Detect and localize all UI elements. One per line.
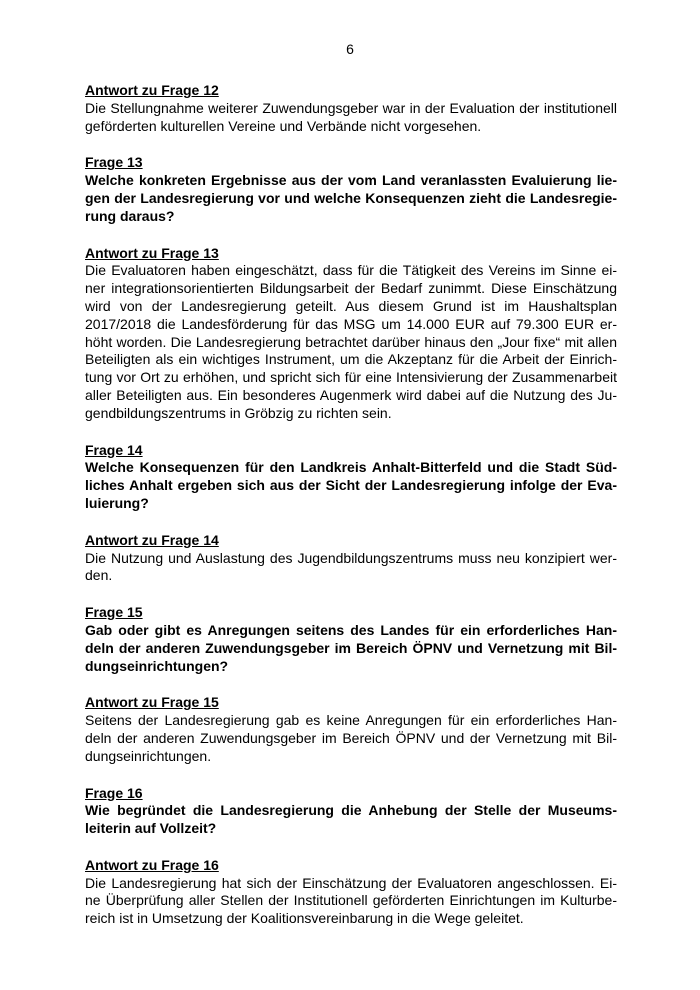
answer-text: [85, 550, 617, 586]
answer-text: [85, 100, 617, 136]
question-section-15: [85, 604, 617, 675]
section-heading: Antwort zu Frage 15: [85, 694, 219, 711]
question-text: [85, 622, 617, 675]
answer-section-13: [85, 245, 617, 423]
text-line: geförderten kulturellen Vereine und Verbände nicht vorgesehen.: [85, 117, 482, 134]
text-line: Wie begründet die Landesregierung die Anhebung der Stelle der Museums-: [85, 802, 617, 819]
section-heading: Frage 13: [85, 154, 143, 171]
section-heading: Antwort zu Frage 12: [85, 82, 219, 98]
answer-section-16: [85, 857, 617, 928]
section-heading: Frage 16: [85, 784, 143, 801]
text-line: Die Evaluatoren haben eingeschätzt, dass für die Tätigkeit des Vereins im Sinne ei-: [85, 262, 617, 279]
answer-section-12: [85, 82, 617, 135]
text-line: wird von der Landesregierung geteilt. Aus diesem Grund ist im Haushaltsplan: [85, 297, 617, 314]
question-section-14: [85, 442, 617, 513]
answer-text: [85, 262, 617, 422]
text-line: dungseinrichtungen?: [85, 657, 229, 674]
text-line: deln der anderen Zuwendungsgeber im Bereich ÖPNV und der Vernetzung mit Bil-: [85, 729, 617, 746]
answer-section-15: [85, 694, 617, 765]
answer-text: [85, 712, 617, 765]
question-section-13: [85, 154, 617, 225]
text-line: Welche Konsequenzen für den Landkreis Anhalt-Bitterfeld und die Stadt Süd-: [85, 459, 617, 476]
section-heading: Antwort zu Frage 13: [85, 244, 219, 261]
text-line: Beteiligten als ein wichtiges Instrument, um die Akzeptanz für die Arbeit der Einrich-: [85, 351, 617, 368]
text-line: rung daraus?: [85, 207, 175, 224]
text-line: aller Beteiligten aus. Ein besonderes Augenmerk wird dabei auf die Nutzung des Ju-: [85, 386, 617, 403]
section-heading: Frage 14: [85, 441, 143, 458]
text-line: reich ist in Umsetzung der Koalitionsvereinbarung in die Wege geleitet.: [85, 910, 524, 927]
text-line: Seitens der Landesregierung gab es keine Anregungen für ein erforderliches Han-: [85, 712, 617, 729]
text-line: ne Überprüfung aller Stellen der Institutionell geförderten Einrichtungen im Kulturbe-: [85, 892, 617, 909]
answer-text: [85, 875, 617, 928]
section-heading: Antwort zu Frage 16: [85, 856, 219, 873]
text-line: Die Landesregierung hat sich der Einschätzung der Evaluatoren angeschlossen. Ei-: [85, 874, 617, 891]
document-body: [85, 82, 617, 947]
answer-section-14: [85, 532, 617, 585]
page-number: 6: [346, 41, 354, 57]
text-line: leiterin auf Vollzeit?: [85, 820, 217, 837]
text-line: den.: [85, 567, 113, 584]
question-text: [85, 802, 617, 838]
text-line: gendbildungszentrums in Gröbzig zu richten sein.: [85, 404, 392, 421]
section-heading: Antwort zu Frage 14: [85, 531, 219, 548]
text-line: deln der anderen Zuwendungsgeber im Bereich ÖPNV und Vernetzung mit Bil-: [85, 639, 617, 656]
text-line: dungseinrichtungen.: [85, 747, 212, 764]
section-heading: Frage 15: [85, 604, 143, 621]
text-line: gen der Landesregierung vor und welche Konsequenzen zieht die Landesregie-: [85, 189, 617, 206]
question-text: [85, 459, 617, 512]
text-line: Welche konkreten Ergebnisse aus der vom Land veranlassten Evaluierung lie-: [85, 172, 617, 189]
question-text: [85, 172, 617, 225]
text-line: 2017/2018 die Landesförderung für das MSG um 14.000 EUR auf 79.300 EUR er-: [85, 315, 617, 332]
text-line: ner integrationsorientierten Bildungsarbeit der Bedarf zunimmt. Diese Einschätzung: [85, 280, 617, 297]
question-section-16: [85, 785, 617, 838]
text-line: liches Anhalt ergeben sich aus der Sicht der Landesregierung infolge der Eva-: [85, 477, 617, 494]
text-line: Die Nutzung und Auslastung des Jugendbildungszentrums muss neu konzipiert wer-: [85, 549, 617, 566]
text-line: Die Stellungnahme weiterer Zuwendungsgeber war in der Evaluation der institutionell: [85, 99, 617, 116]
text-line: luierung?: [85, 494, 149, 511]
text-line: Gab oder gibt es Anregungen seitens des Landes für ein erforderliches Han-: [85, 621, 617, 638]
text-line: höht worden. Die Landesregierung betrachtet darüber hinaus den „Jour fixe“ mit allen: [85, 333, 617, 350]
text-line: tung vor Ort zu erhöhen, und spricht sich für eine Intensivierung der Zusammenarbeit: [85, 369, 617, 386]
